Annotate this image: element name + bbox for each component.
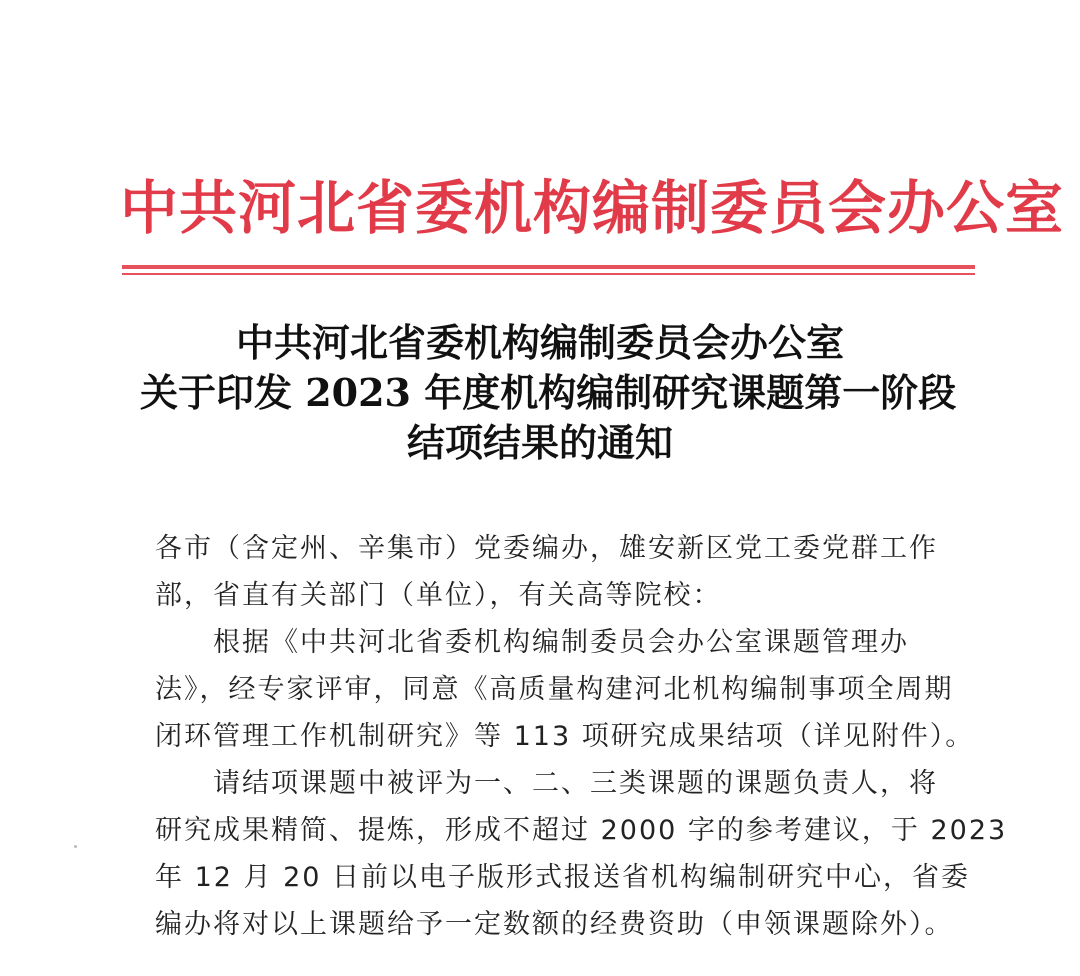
paragraph-2-line-3: 年 12 月 20 日前以电子版形式报送省机构编制研究中心，省委 xyxy=(155,862,971,893)
document-body xyxy=(155,525,1008,948)
recipients-line-2: 部，省直有关部门（单位），有关高等院校： xyxy=(155,580,722,611)
paragraph-2-line-4: 编办将对以上课题给予一定数额的经费资助（申领课题除外）。 xyxy=(155,909,954,940)
title-line-2: 关于印发 2023 年度机构编制研究课题第一阶段 xyxy=(140,370,957,415)
paragraph-1-line-1: 根据《中共河北省委机构编制委员会办公室课题管理办 xyxy=(213,627,909,658)
paragraph-1-line-3: 闭环管理工作机制研究》等 113 项研究成果结项（详见附件）。 xyxy=(155,721,975,752)
scan-speck xyxy=(74,845,77,848)
paragraph-2-line-1: 请结项课题中被评为一、二、三类课题的课题负责人，将 xyxy=(213,768,938,799)
title-line-1: 中共河北省委机构编制委员会办公室 xyxy=(235,320,844,365)
letterhead-red-rule-thin xyxy=(122,273,975,275)
paragraph-1-line-2: 法》，经专家评审，同意《高质量构建河北机构编制事项全周期 xyxy=(155,674,954,705)
title-line-3: 结项结果的通知 xyxy=(406,420,673,465)
document-title xyxy=(140,318,957,468)
recipients-line-1: 各市（含定州、辛集市）党委编办，雄安新区党工委党群工作 xyxy=(155,533,938,564)
paragraph-2-line-2: 研究成果精简、提炼，形成不超过 2000 字的参考建议，于 2023 xyxy=(155,815,1008,846)
letterhead-red-rule xyxy=(122,265,975,269)
letterhead-org-name: 中共河北省委机构编制委员会办公室 xyxy=(120,174,1065,242)
